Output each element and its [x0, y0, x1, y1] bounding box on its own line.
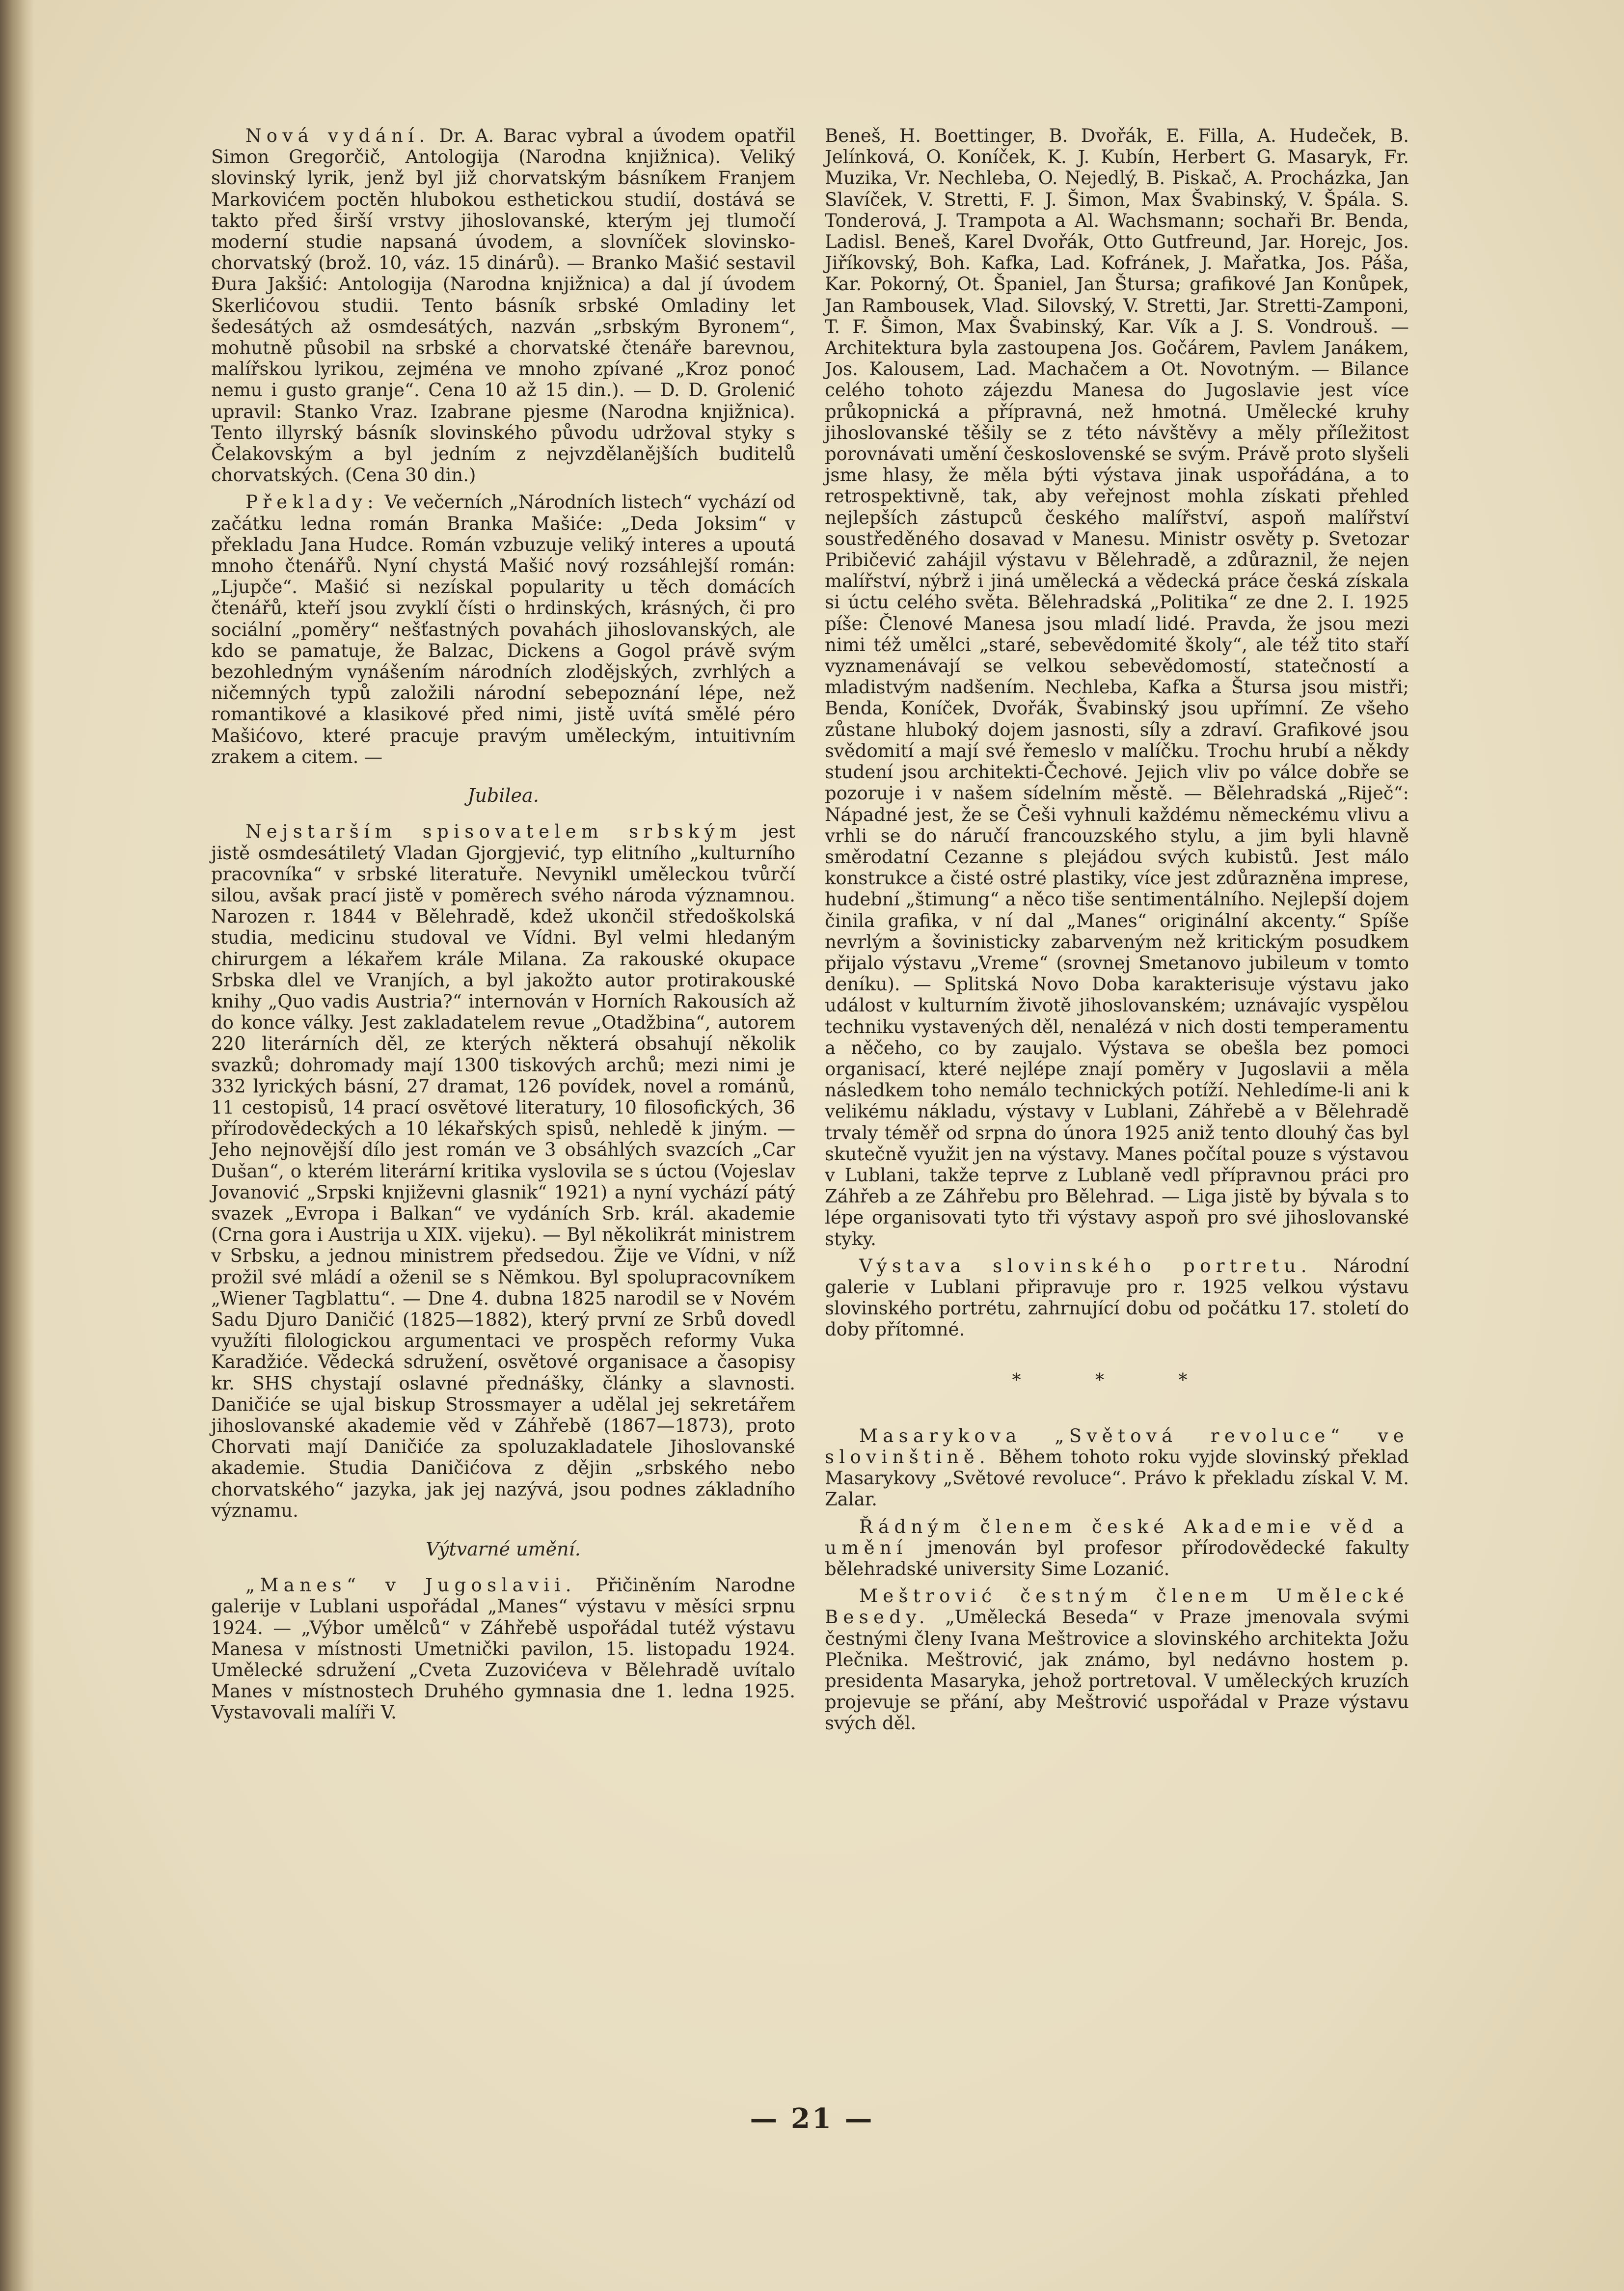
text-akademie: jmenován byl profesor přírodovědecké fakulty bělehradské university Sime Lozanić. [825, 1537, 1409, 1580]
paragraph-nova-vydani [211, 125, 795, 486]
text-manes-left: Přičiněním Narodne galerije v Lublani uspořádal „Manes“ výstavu v měsíci srpnu 1924. — „Výbor umělců“ v Záhřebě uspořádal tutéž výstavu Manesa v místnosti Umetnički pavilon, 15. listopadu 1924. Umělecké sdružení „Cveta Zuzovićeva v Bělehradě uvítalo Manes v místnostech Druhého gymnasia dne 1. ledna 1925. Vystavovali malíři V. [211, 1575, 796, 1723]
left-column [211, 125, 795, 1729]
lead-svetova-revoluce: Masarykova „Světová revoluce“ ve slovinštině. [825, 1425, 1409, 1468]
paragraph-preklady [211, 491, 795, 767]
paragraph-svetova-revoluce [825, 1425, 1409, 1510]
right-column [825, 125, 1409, 1740]
page-number: — 21 — [750, 2102, 874, 2135]
paragraph-manes-left [211, 1575, 795, 1723]
paragraph-jubilea [211, 821, 795, 1521]
lead-akademie: Řádným členem české Akademie věd a umění [825, 1516, 1409, 1558]
text-jubilea: jest jistě osmdesátiletý Vladan Gjorgjević, typ elitního „kulturního pracovníka“ v srbské literatuře. Nevynikl uměleckou tvůrčí silou, avšak prací jistě v poměrech svého národa významnou. Narozen r. 1844 v Bělehradě, kdež ukončil středoškolská studia, medicinu studoval ve Vídni. Byl velmi hledaným chirurgem a lékařem krále Milana. Za rakouské okupace Srbska dlel ve Vranjích, a byl jakožto autor protirakouské knihy „Quo vadis Austria?“ internován v Horních Rakousích až do konce války. Jest zakladatelem revue „Otadžbina“, autorem 220 literárních děl, ze kterých některá obsahují několik svazků; dohromady mají 1300 tiskových archů; mezi nimi je 332 lyrických básní, 27 dramat, 126 povídek, novel a románů, 11 cestopisů, 14 prací osvětové literatury, 10 filosofických, 36 přírodovědeckých a 10 lékařských spisů, nehledě k jiným. — Jeho nejnovější dílo jest román ve 3 obsáhlých svazcích „Car Dušan“, o kterém literární kritika vyslovila se s úctou (Vojeslav Jovanović „Srpski književni glasnik“ 1921) a nyní vychází pátý svazek „Evropa i Balkan“ ve vydáních Srb. král. akademie (Crna gora i Austrija u XIX. vijeku). — Byl několikrát ministrem v Srbsku, a jednou ministrem předsedou. Žije ve Vídni, v níž prožil své mládí a oženil se s Němkou. Byl spolupracovníkem „Wiener Tagblattu“. — Dne 4. dubna 1825 narodil se v Novém Sadu Djuro Daničić (1825—1882), který první ze Srbů dovedl využíti filologickou argumentaci ve prospěch reformy Vuka Karadžiće. Vědecká sdružení, osvětové organisace a časopisy kr. SHS chystají oslavné přednášky, články a slavnosti. Daničiće se ujal biskup Strossmayer a udělal jej sekretářem jihoslovanské akademie věd v Záhřebě (1867—1873), proto Chorvati mají Daničiće za spoluzakladatele Jihoslovanské akademie. Studia Daničićova z dějin „srbského nebo chorvatského“ jazyka, jak jej nazývá, jsou podnes základního významu. [211, 821, 795, 1521]
lead-nova-vydani: Nová vydání. [245, 125, 430, 146]
heading-vytvarne-umeni: Výtvarné umění. [426, 1538, 581, 1560]
text-manes-continued: Beneš, H. Boettinger, B. Dvořák, E. Filla, A. Hudeček, B. Jelínková, O. Koníček, K. J. Kubín, Herbert G. Masaryk, Fr. Muzika, Vr. Nechleba, O. Nejedlý, B. Piskač, A. Procházka, Jan Slavíček, V. Stretti, F. J. Šimon, Max Švabinský, V. Špála. S. Tonderová, J. Trampota a Al. Wachsmann; sochaři Br. Benda, Ladisl. Beneš, Karel Dvořák, Otto Gutfreund, Jar. Horejc, Jos. Jiříkovský, Boh. Kafka, Lad. Kofránek, J. Mařatka, Jos. Páša, Kar. Pokorný, Ot. Španiel, Jan Štursa; grafikové Jan Konůpek, Jan Rambousek, Vlad. Silovský, V. Stretti, Jar. Stretti-Zamponi, T. F. Šimon, Max Švabinský, Kar. Vík a J. S. Vondrouš. — Architektura byla zastoupena Jos. Gočárem, Pavlem Janákem, Jos. Kalousem, Lad. Machačem a Ot. Novotným. — Bilance celého tohoto zájezdu Manesa do Jugoslavie jest více průkopnická a přípravná, než hmotná. Umělecké kruhy jihoslovanské těšily se z této návštěvy a měly příležitost porovnávati umění československé se svým. Právě proto slyšeli jsme hlasy, že měla býti výstava jinak uspořádána, a to retrospektivně, tak, aby veřejnost mohla získati přehled nejlepších zástupců českého malířství, aspoň malířství soustředěného dosavad v Manesu. Ministr osvěty p. Svetozar Pribičević zahájil výstavu v Bělehradě, a zdůraznil, že nejen malířství, nýbrž i jiná umělecká a vědecká práce česká získala si úctu celého světa. Bělehradská „Politika“ ze dne 2. I. 1925 píše: Členové Manesa jsou mladí lidé. Pravda, že jsou mezi nimi též umělci „staré, sebevědomité školy“, ale též tito staří vyznamenávají se velkou sebevědomostí, statečností a mladistvým nadšením. Nechleba, Kafka a Štursa jsou mistři; Benda, Koníček, Dvořák, Švabinský jsou upřímní. Ze všeho zůstane hluboký dojem jasnosti, síly a zdraví. Grafikové jsou svědomití a mají své řemeslo v malíčku. Trochu hrubí a někdy studení jsou architekti-Čechové. Jejich vliv po válce dobře se pozoruje i v našem sídelním městě. — Bělehradská „Riječ“: Nápadné jest, že se Češi vyhnuli každému německému vlivu a vrhli se do náručí francouzského stylu, a jim byli hlavně směrodatní Cezanne s plejádou svých kubistů. Jest málo konstrukce a čisté ostré plastiky, více jest zdůrazněna imprese, hudební „štimung“ a něco tiše sentimentálního. Nejlepší dojem činila grafika, v ní dal „Manes“ originální akcenty.“ Spíše nevrlým a šovinisticky zabarveným než kritickým posudkem přijalo výstavu „Vreme“ (srovnej Smetanovo jubileum v tomto deníku). — Splitská Novo Doba karakterisuje výstavu jako událost v kulturním životě jihoslovanském; uznávajíc vyspělou techniku vystavených děl, nenalézá v nich dosti temperamentu a něčeho, co by zaujalo. Výstava se obešla bez pomoci organisací, které nejlépe znají poměry v Jugoslavii a měla následkem toho nemálo technických potíží. Nehledíme-li ani k velikému nákladu, výstavy v Lublani, Záhřebě a v Bělehradě trvaly téměř od srpna do února 1925 aniž tento dlouhý čas byl skutečně využit jen na výstavy. Manes počítal pouze s výstavou v Lublani, takže teprve z Lublaně vedl přípravnou práci pro Záhřeb a ze Záhřebu pro Bělehrad. — Liga jistě by bývala s to lépe organisovati tyto tři výstavy aspoň pro své jihoslovanské styky. [825, 125, 1409, 1250]
binding-shadow [0, 0, 34, 2291]
lead-mestrovic: Meštrović čestným členem Umělecké Besedy. [825, 1585, 1409, 1628]
text-svetova-revoluce: Během tohoto roku vyjde slovinský překlad Masarykovy „Světové revoluce“. Právo k překladu získal V. M. Zalar. [825, 1446, 1409, 1510]
lead-preklady: Překlady: [245, 491, 379, 513]
paragraph-akademie [825, 1516, 1409, 1580]
text-nova-vydani: Dr. A. Barac vybral a úvodem opatřil Simon Gregorčič, Antologija (Narodna knjižnica). Veliký slovinský lyrik, jenž byl již chorvatským básníkem Franjem Markovićem poctěn hlubokou esthetickou studií, dostává se takto před širší vrstvy jihoslovanské, kterým jej tlumočí moderní studie napsaná úvodem, a slovníček slovinsko-chorvatský (brož. 10, váz. 15 dinárů). — Branko Mašić sestavil Đura Jakšić: Antologija (Narodna knjižnica) a dal jí úvodem Skerlićovou studii. Tento básník srbské Omladiny let šedesátých až osmdesátých, nazván „srbským Byronem“, mohutně působil na srbské a chorvatské čtenáře barevnou, malířskou lyrikou, zejména ve mnoho zpívané „Kroz ponoć nemu i gusto granje“. Cena 10 až 15 din.). — D. D. Grolenić upravil: Stanko Vraz. Izabrane pjesme (Narodna knjižnica). Tento illyrský básník slovinského původu udržoval styky s Čelakovským a byl jedním z nejvzdělanějších buditelů chorvatských. (Cena 30 din.) [211, 125, 796, 486]
text-mestrovic: „Umělecká Beseda“ v Praze jmenovala svými čestnými členy Ivana Meštrovice a slovinského architekta Jožu Plečnika. Meštrović, jak známo, byl nedávno hostem p. presidenta Masaryka, jehož portretoval. V uměleckých kruzích projevuje se přání, aby Meštrović uspořádal v Praze výstavu svých děl. [825, 1607, 1409, 1734]
text-vystava-portretu: Národní galerie v Lublani připravuje pro r. 1925 velkou výstavu slovinského portrétu, zahrnující dobu od počátku 17. století do doby přítomné. [825, 1255, 1409, 1340]
paragraph-vystava-portretu [825, 1255, 1409, 1340]
heading-jubilea: Jubilea. [467, 785, 539, 807]
paragraph-manes-continued [825, 125, 1409, 1250]
text-preklady: Ve večerních „Národních listech“ vychází od začátku ledna román Branka Mašiće: „Deda Joksim“ v překladu Jana Hudce. Román vzbuzuje veliký interes a upoutá mnoho čtenářů. Nyní chystá Mašić nový rozsáhlejší román: „Ljupče“. Mašić si nezískal popularity u těch domácích čtenářů, kteří jsou zvyklí čísti o hrdinských, krásných, či pro sociální „poměry“ nešťastných povahách jihoslovanských, ale kdo se pamatuje, že Balzac, Dickens a Gogol právě svým bezohledným vynášením národních zlodějských, zvrhlých a ničemných typů založili národní sebepoznání lépe, než romantikové a klasikové před nimi, jistě uvítá smělé péro Mašićovo, které pracuje pravým uměleckým, intuitivním zrakem a citem. — [211, 491, 795, 767]
paragraph-mestrovic [825, 1585, 1409, 1734]
section-separator: * * * [1012, 1370, 1222, 1391]
lead-vystava-portretu: Výstava slovinského portretu. [859, 1255, 1312, 1277]
lead-jubilea: Nejstarším spisovatelem srbským [245, 821, 742, 843]
lead-manes: „Manes“ v Jugoslavii. [245, 1575, 576, 1596]
